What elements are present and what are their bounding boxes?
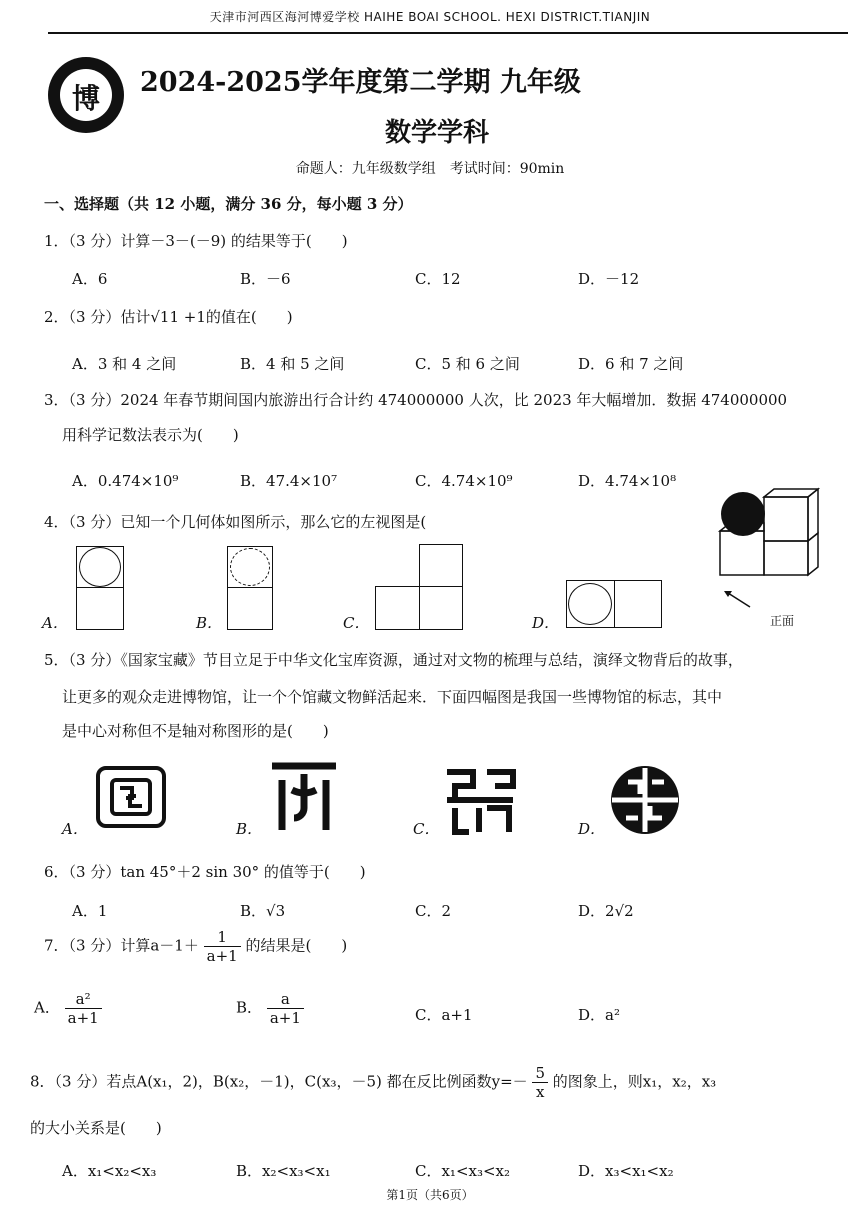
q3-option-d: D．4.74×10⁸ [578, 472, 677, 490]
q3-option-c: C．4.74×10⁹ [415, 472, 513, 490]
q4-option-c-figure [375, 544, 463, 630]
q8-fraction: $\frac{5}{x}$ [532, 1064, 548, 1101]
exam-meta: 命题人：九年级数学组 考试时间：90min [295, 161, 565, 177]
q4-option-c-label: C． [343, 614, 370, 632]
q4-option-d-label: D． [532, 614, 560, 632]
question-4-stem: 4．（3 分）已知一个几何体如图所示，那么它的左视图是( [44, 513, 427, 531]
q5-option-b-label: B． [236, 820, 263, 838]
q4-option-b-figure [227, 546, 273, 630]
q6-option-d: D．2√2 [578, 902, 634, 920]
q5-option-c-label: C． [413, 820, 440, 838]
page-footer: 第1页（共6页） [386, 1188, 474, 1202]
q2-option-b: B．4 和 5 之间 [240, 355, 345, 373]
exam-subject: 数学学科 [385, 118, 490, 148]
q6-option-a: A．1 [72, 902, 108, 920]
q7-stem-post: 的结果是( ) [245, 936, 348, 955]
q3-option-a: A．0.474×10⁹ [72, 472, 179, 490]
q1-option-d: D．－12 [578, 270, 640, 288]
q8-option-c: C．x₁<x₃<x₂ [415, 1162, 511, 1180]
question-1-stem: 1．（3 分）计算－3－(－9) 的结果等于( ) [44, 232, 348, 250]
question-8-stem-2: 的大小关系是( ) [30, 1119, 162, 1137]
q7-option-d: D．a² [578, 1006, 620, 1024]
q8-option-d: D．x₃<x₁<x₂ [578, 1162, 674, 1180]
q1-option-c: C．12 [415, 270, 461, 288]
q3-option-b: B．47.4×10⁷ [240, 472, 338, 490]
exam-title: 2024-2025学年度第二学期 九年级 [140, 67, 581, 98]
q5-option-b-logo [268, 760, 340, 834]
q6-option-b: B．√3 [240, 902, 286, 920]
header-divider [48, 32, 848, 34]
q4-option-a-label: A． [42, 614, 68, 632]
school-logo [48, 57, 124, 133]
q7-stem-pre: 7．（3 分）计算a－1＋ [44, 936, 199, 955]
q5-option-a-logo [92, 762, 170, 832]
q1-option-a: A．6 [72, 270, 108, 288]
q5-option-a-label: A． [62, 820, 88, 838]
question-5-stem-3: 是中心对称但不是轴对称图形的是( ) [62, 722, 329, 740]
q8-stem-post: 的图象上，则x₁，x₂，x₃ [552, 1072, 717, 1091]
q5-option-c-logo [443, 764, 517, 836]
school-header: 天津市河西区海河博爱学校 HAIHE BOAI SCHOOL. HEXI DISTRICT.TIANJIN [209, 10, 651, 24]
q8-option-a: A．x₁<x₂<x₃ [62, 1162, 157, 1180]
question-8-stem [30, 1064, 716, 1101]
q8-stem-pre: 8．（3 分）若点A(x₁，2)，B(x₂，－1)，C(x₃，－5) 都在反比例函数y=－ [30, 1072, 528, 1091]
section-heading: 一、选择题（共 12 小题，满分 36 分，每小题 3 分） [44, 195, 413, 213]
q8-option-b: B．x₂<x₃<x₁ [236, 1162, 331, 1180]
question-7-stem [44, 928, 347, 965]
q5-option-d-logo [608, 764, 682, 836]
question-3-stem-2: 用科学记数法表示为( ) [62, 426, 239, 444]
q4-option-a-figure [76, 546, 124, 630]
q7-option-c: C．a+1 [415, 1006, 473, 1024]
q4-option-d-figure [566, 580, 662, 628]
q6-option-c: C．2 [415, 902, 452, 920]
question-3-stem: 3．（3 分）2024 年春节期间国内旅游出行合计约 474000000 人次，比 2023 年大幅增加．数据 474000000 [44, 391, 788, 409]
q5-option-d-label: D． [578, 820, 606, 838]
q1-option-b: B．－6 [240, 270, 291, 288]
q7-fraction: $\frac{1}{a+1}$ [204, 928, 241, 965]
question-5-stem-2: 让更多的观众走进博物馆，让一个个馆藏文物鲜活起来．下面四幅图是我国一些博物馆的标志，其中 [62, 688, 723, 706]
logo-char: 博 [71, 82, 100, 115]
q4-option-b-label: B． [196, 614, 223, 632]
q7-option-a: A． $\frac{\text{a²}}{a+1}$ [34, 990, 102, 1027]
q2-option-a: A．3 和 4 之间 [72, 355, 177, 373]
q2-option-c: C．5 和 6 之间 [415, 355, 520, 373]
q7-option-b: B． $\frac{a}{a+1}$ [236, 990, 304, 1027]
question-2-stem: 2．（3 分）估计√11 +1的值在( ) [44, 308, 293, 326]
question-5-stem: 5．（3 分）《国家宝藏》节目立足于中华文化宝库资源，通过对文物的梳理与总结，演绎文物背后的故事， [44, 651, 743, 669]
front-label: 正面 [770, 614, 795, 628]
q2-option-d: D．6 和 7 之间 [578, 355, 684, 373]
question-6-stem: 6．（3 分）tan 45°＋2 sin 30° 的值等于( ) [44, 863, 366, 881]
solid-figure [712, 487, 828, 632]
